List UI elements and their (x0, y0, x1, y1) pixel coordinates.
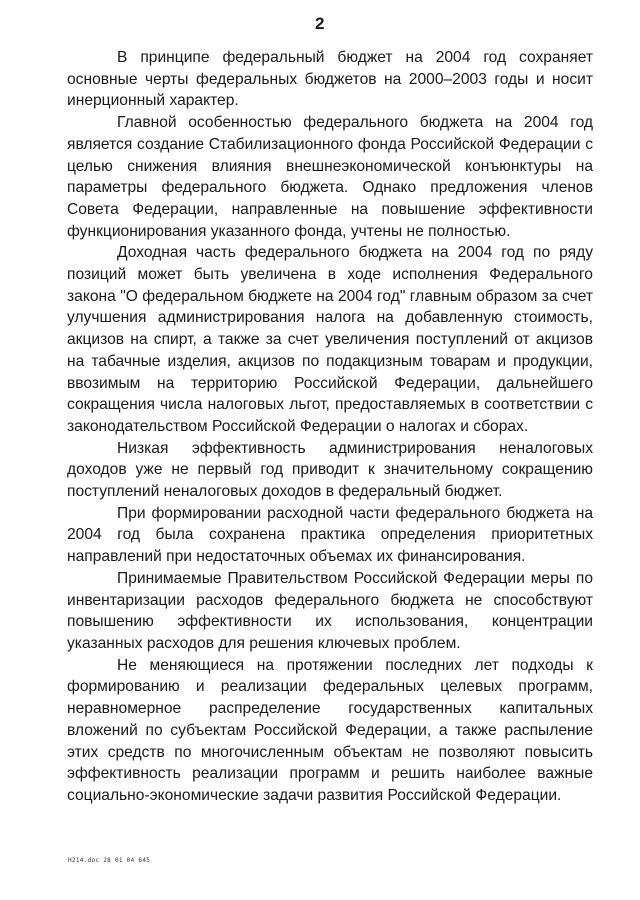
paragraph-7: Не меняющиеся на протяжении последних лет подходы к формированию и реализации федеральных целевых программ, неравномерное распределение государственных капитальных вложений по субъектам Российской Федерации, а также распыление этих средств по многочисленным объектам не позволяют повысить эффективность реализации программ и решить наиболее важные социально-экономические задачи развития Российской Федерации. (67, 656, 593, 804)
paragraph-5: При формировании расходной части федерального бюджета на 2004 год была сохранена практика определения приоритетных направлений при недостаточных объемах их финансирования. (67, 504, 593, 566)
paragraph-1: В принципе федеральный бюджет на 2004 год сохраняет основные черты федеральных бюджетов на 2000–2003 годы и носит инерционный характер. (67, 49, 593, 110)
footer-file-code: Н214.doc 28 01 04 645 (68, 857, 151, 864)
paragraph-2: Главной особенностью федерального бюджета на 2004 год является создание Стабилизационного фонда Российской Федерации с целью снижения влияния внешнеэкономической конъюнктуры на параметры федерального бюджета. Однако предложения членов Совета Федерации, направленные на повышение эффективности функционирования указанного фонда, учтены не полностью. (67, 114, 593, 240)
page-number: 2 (315, 14, 325, 33)
paragraph-3: Доходная часть федерального бюджета на 2004 год по ряду позиций может быть увеличена в ходе исполнения Федерального закона "О федеральном бюджете на 2004 год" главным образом за счет улучшения администрирования налога на добавленную стоимость, акцизов на спирт, а также за счет увеличения поступлений от акцизов на табачные изделия, акцизов по подакцизным товарам и продукции, ввозимым на территорию Российской Федерации, дальнейшего сокращения числа налоговых льгот, предоставляемых в соответствии с законодательством Российской Федерации о налогах и сборах. (67, 244, 593, 435)
paragraph-4: Низкая эффективность администрирования неналоговых доходов уже не первый год приводит к значительному сокращению поступлений неналоговых доходов в федеральный бюджет. (67, 439, 593, 501)
document-body (67, 47, 593, 807)
paragraph-6: Принимаемые Правительством Российской Федерации меры по инвентаризации расходов федерального бюджета не способствуют повышению эффективности их использования, концентрации указанных расходов для решения ключевых проблем. (67, 569, 593, 652)
